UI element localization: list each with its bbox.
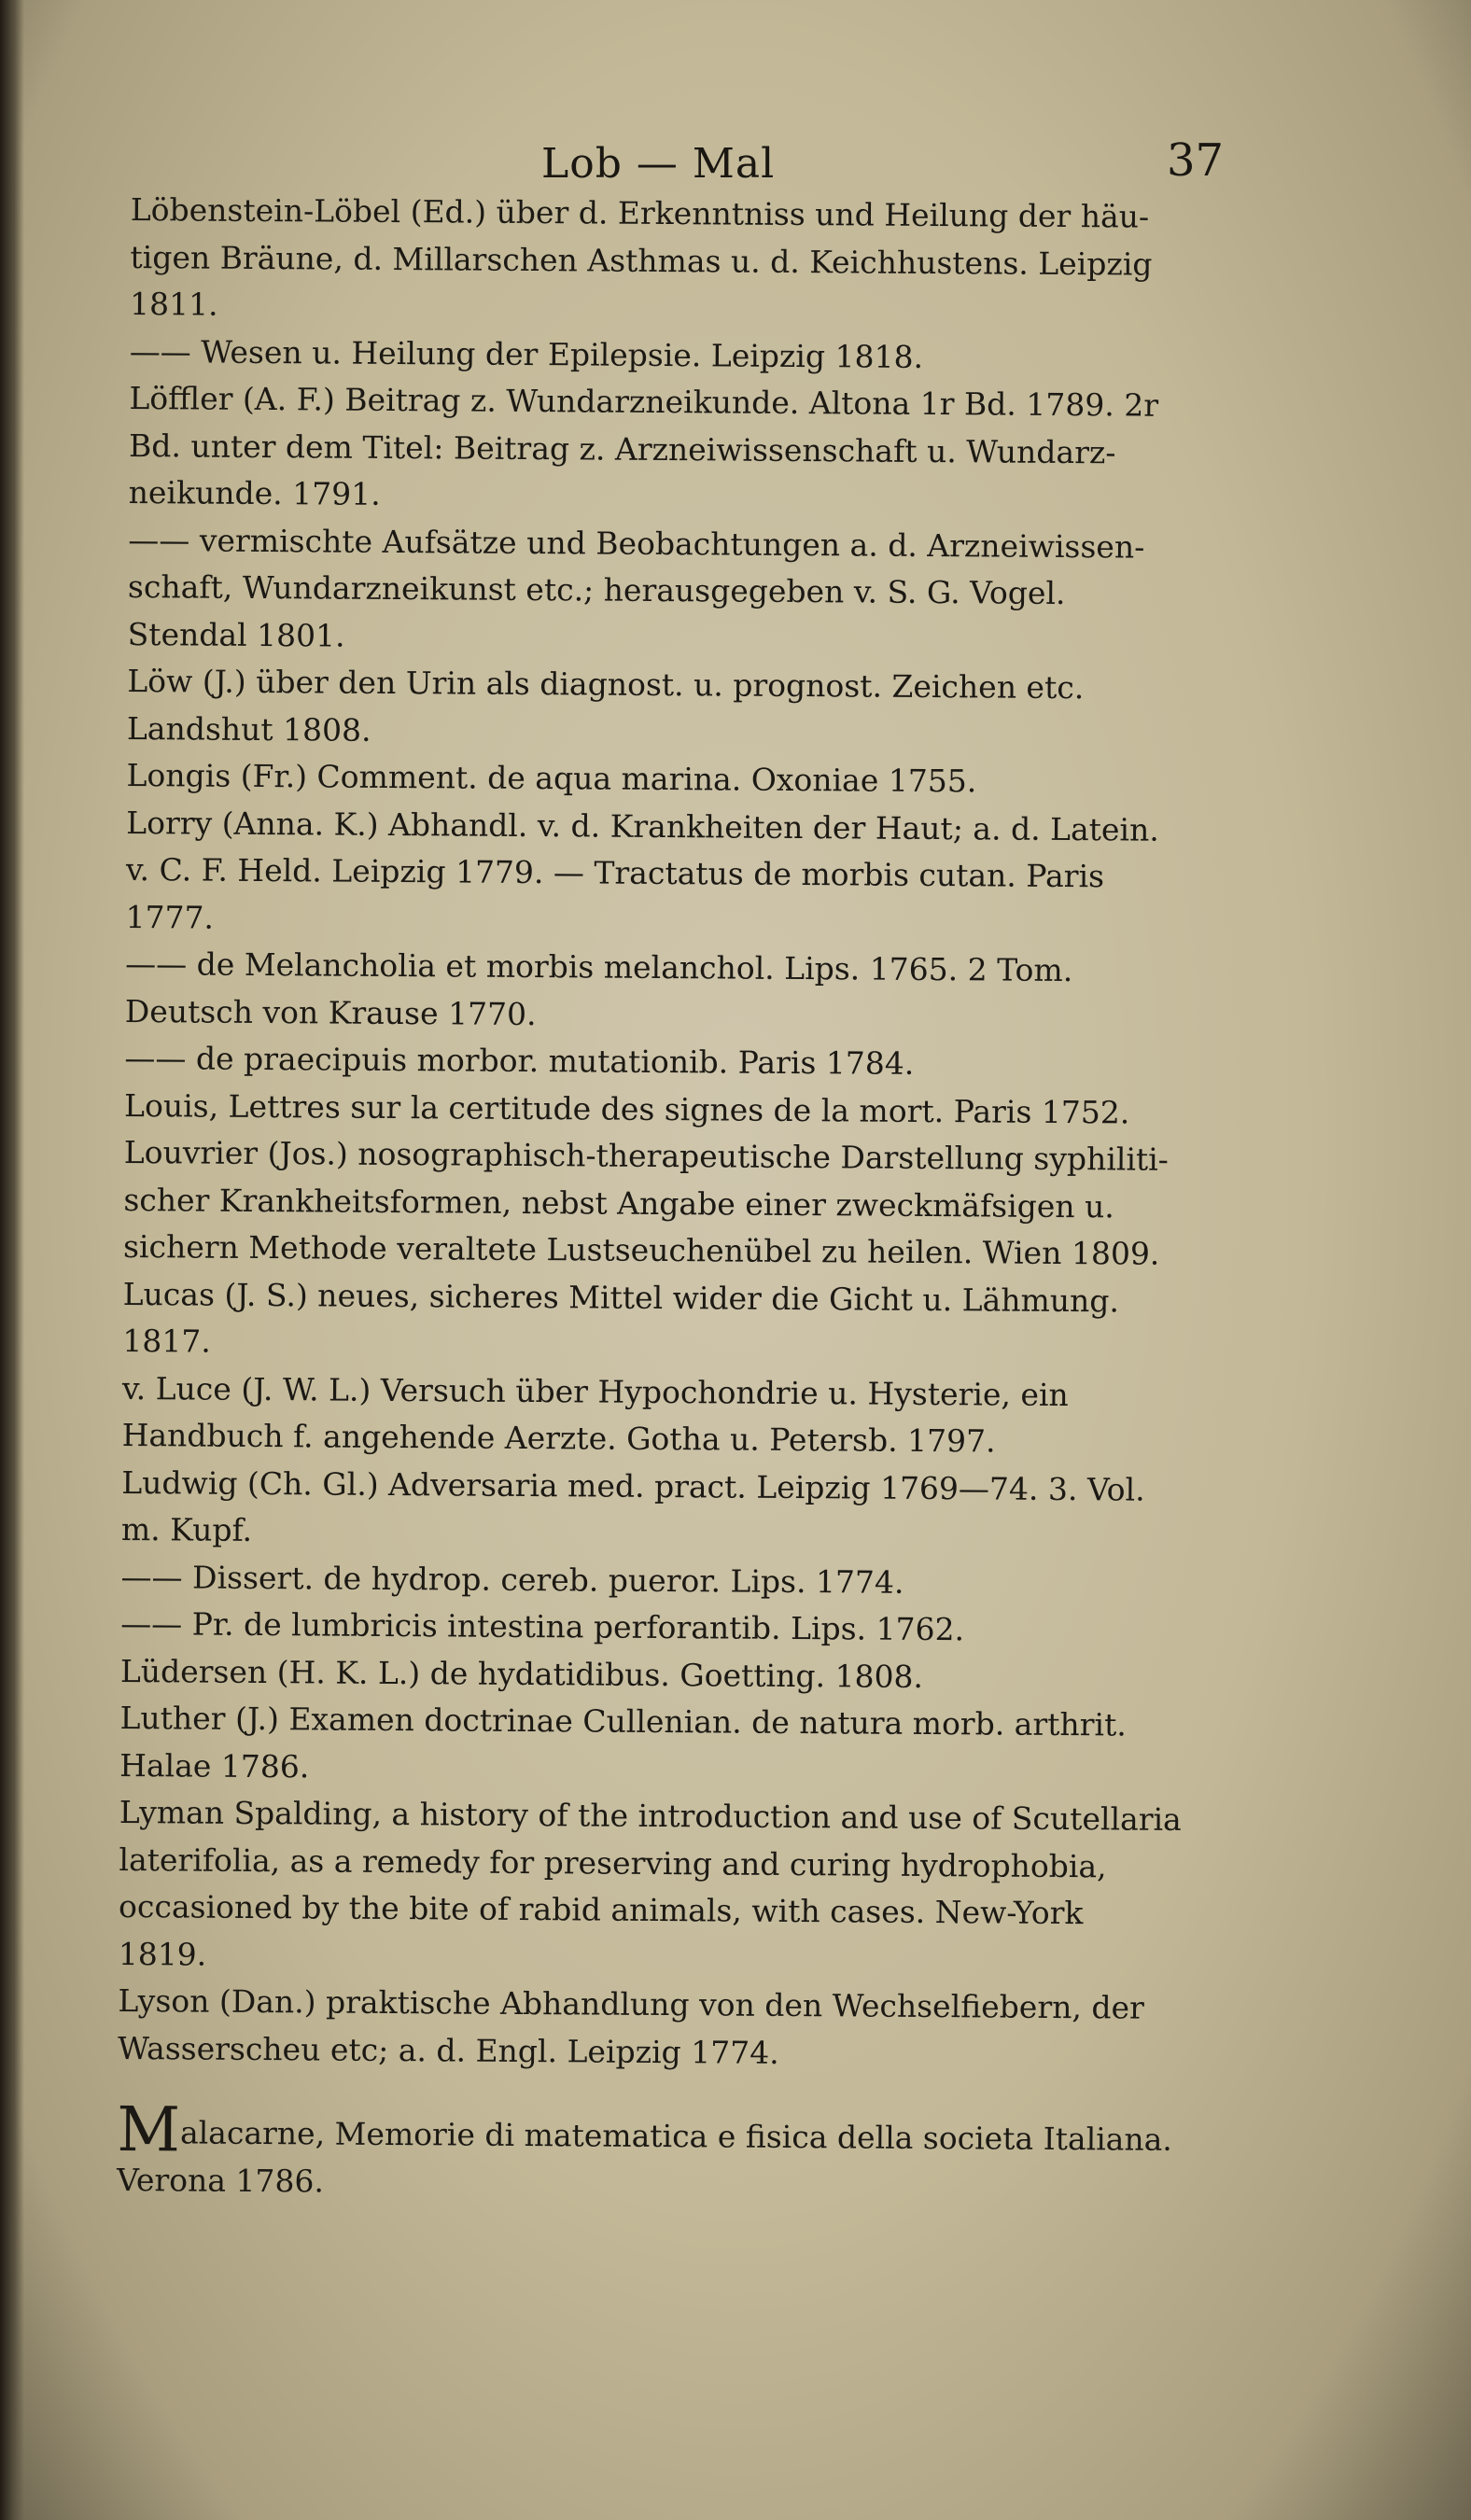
bibliography-entry <box>123 1129 1226 1279</box>
entry-line: neikunde. 1791. <box>128 473 381 512</box>
entry-line: —— vermischte Aufsätze und Beobachtungen a. d. Arzneiwissen- <box>128 521 1145 566</box>
entry-line: —— de praecipuis morbor. mutationib. Paris 1784. <box>124 1039 915 1082</box>
entry-line <box>117 2093 1218 2166</box>
bibliography-entry <box>129 375 1231 525</box>
entry-line: 1819. <box>118 1935 207 1973</box>
running-head: Lob — Mal <box>541 140 776 188</box>
section-line-text: alacarne, Memorie di matematica e fisica della societa Italiana. <box>179 2114 1172 2158</box>
bibliography-entry <box>122 1270 1225 1372</box>
entry-container <box>118 187 1232 2079</box>
entry-line: —— Dissert. de hydrop. cereb. pueror. Lips. 1774. <box>120 1558 904 1601</box>
bibliography-entry <box>130 187 1232 336</box>
bibliography-entry <box>126 752 1227 807</box>
entry-line: Louis, Lettres sur la certitude des signes de la mort. Paris 1752. <box>123 1086 1130 1130</box>
entry-line: Lucas (J. S.) neues, sicheres Mittel wider die Gicht u. Lähmung. <box>122 1275 1120 1319</box>
bibliography-entry <box>120 1647 1222 1702</box>
bibliography-entry <box>119 1695 1222 1797</box>
bibliography-entry <box>121 1365 1224 1466</box>
entry-line: Lüdersen (H. K. L.) de hydatidibus. Goetting. 1808. <box>119 1652 924 1695</box>
entry-line: —— de Melancholia et morbis melanchol. Lips. 1765. 2 Tom. <box>125 945 1073 989</box>
bibliography-entry <box>118 1978 1220 2079</box>
bibliography-entry <box>121 1459 1224 1561</box>
entry-line: laterifolia, as a remedy for preserving and curing hydrophobia, <box>119 1841 1107 1884</box>
section-initial: M <box>117 2093 181 2166</box>
section-entry <box>116 2093 1219 2211</box>
entry-line: Louvrier (Jos.) nosographisch-therapeutische Darstellung syphiliti- <box>123 1133 1170 1178</box>
bibliography-entry <box>124 1082 1226 1137</box>
entry-line: —— Wesen u. Heilung der Epilepsie. Leipzig 1818. <box>129 332 924 375</box>
entry-line: Löw (J.) über den Urin als diagnost. u. prognost. Zeichen etc. <box>127 662 1085 707</box>
entry-line: Löbenstein-Löbel (Ed.) über d. Erkenntniss und Heilung der häu- <box>130 190 1150 235</box>
entry-line: 1817. <box>122 1322 211 1360</box>
bibliography-entry <box>120 1601 1222 1656</box>
entry-line: sichern Methode veraltete Lustseuchenübel zu heilen. Wien 1809. <box>122 1227 1160 1272</box>
entry-line: v. Luce (J. W. L.) Versuch über Hypochondrie u. Hysterie, ein <box>121 1369 1069 1413</box>
entry-line: m. Kupf. <box>120 1510 253 1548</box>
bibliography-entry <box>125 799 1227 948</box>
entry-line: Handbuch f. angehende Aerzte. Gotha u. Petersb. 1797. <box>121 1416 996 1460</box>
bibliography-entry <box>130 328 1231 383</box>
bibliography-entry <box>127 658 1229 760</box>
bibliography-entry <box>119 1789 1221 1985</box>
entry-line: Lyman Spalding, a history of the introduction and use of Scutellaria <box>119 1793 1182 1838</box>
entry-line: occasioned by the bite of rabid animals, with cases. New-York <box>119 1887 1084 1932</box>
entry-line: Löffler (A. F.) Beitrag z. Wundarzneikunde. Altona 1r Bd. 1789. 2r <box>129 379 1159 424</box>
entry-line: Halae 1786. <box>119 1746 310 1785</box>
entry-line: scher Krankheitsformen, nebst Angabe einer zweckmäfsigen u. <box>123 1181 1115 1225</box>
entry-line: Lorry (Anna. K.) Abhandl. v. d. Krankheiten der Haut; a. d. Latein. <box>126 804 1159 848</box>
bibliography-list <box>117 187 1232 2211</box>
entry-line: schaft, Wundarzneikunst etc.; herausgegeben v. S. G. Vogel. <box>127 567 1066 612</box>
bibliography-entry <box>124 1035 1226 1090</box>
page-edge-shadow <box>0 0 24 2520</box>
entry-line: Deutsch von Krause 1770. <box>124 992 537 1032</box>
entry-line: tigen Bräune, d. Millarschen Asthmas u. d. Keichhustens. Leipzig <box>130 238 1153 283</box>
entry-line: —— Pr. de lumbricis intestina perforantib. Lips. 1762. <box>120 1604 965 1648</box>
entry-line: 1777. <box>125 898 215 936</box>
bibliography-entry <box>127 516 1229 665</box>
entry-line: Bd. unter dem Titel: Beitrag z. Arzneiwissenschaft u. Wundarz- <box>128 427 1116 470</box>
entry-line: Verona 1786. <box>116 2161 325 2199</box>
bibliography-entry <box>125 941 1227 1043</box>
entry-line: v. C. F. Held. Leipzig 1779. — Tractatus de morbis cutan. Paris <box>125 850 1105 895</box>
entry-line: Lyson (Dan.) praktische Abhandlung von den Wechselfiebern, der <box>118 1981 1144 2026</box>
entry-line: Landshut 1808. <box>126 709 371 749</box>
entry-line: Ludwig (Ch. Gl.) Adversaria med. pract. Leipzig 1769—74. 3. Vol. <box>121 1463 1145 1508</box>
entry-line: Stendal 1801. <box>127 615 345 654</box>
entry-line: Longis (Fr.) Comment. de aqua marina. Oxoniae 1755. <box>126 756 977 800</box>
entry-line: 1811. <box>129 285 218 323</box>
entry-line: Wasserscheu etc; a. d. Engl. Leipzig 1774. <box>117 2029 779 2071</box>
entry-line: Luther (J.) Examen doctrinae Cullenian. de natura morb. arthrit. <box>119 1699 1127 1743</box>
page-number: 37 <box>1167 134 1225 187</box>
bibliography-entry <box>120 1553 1222 1608</box>
